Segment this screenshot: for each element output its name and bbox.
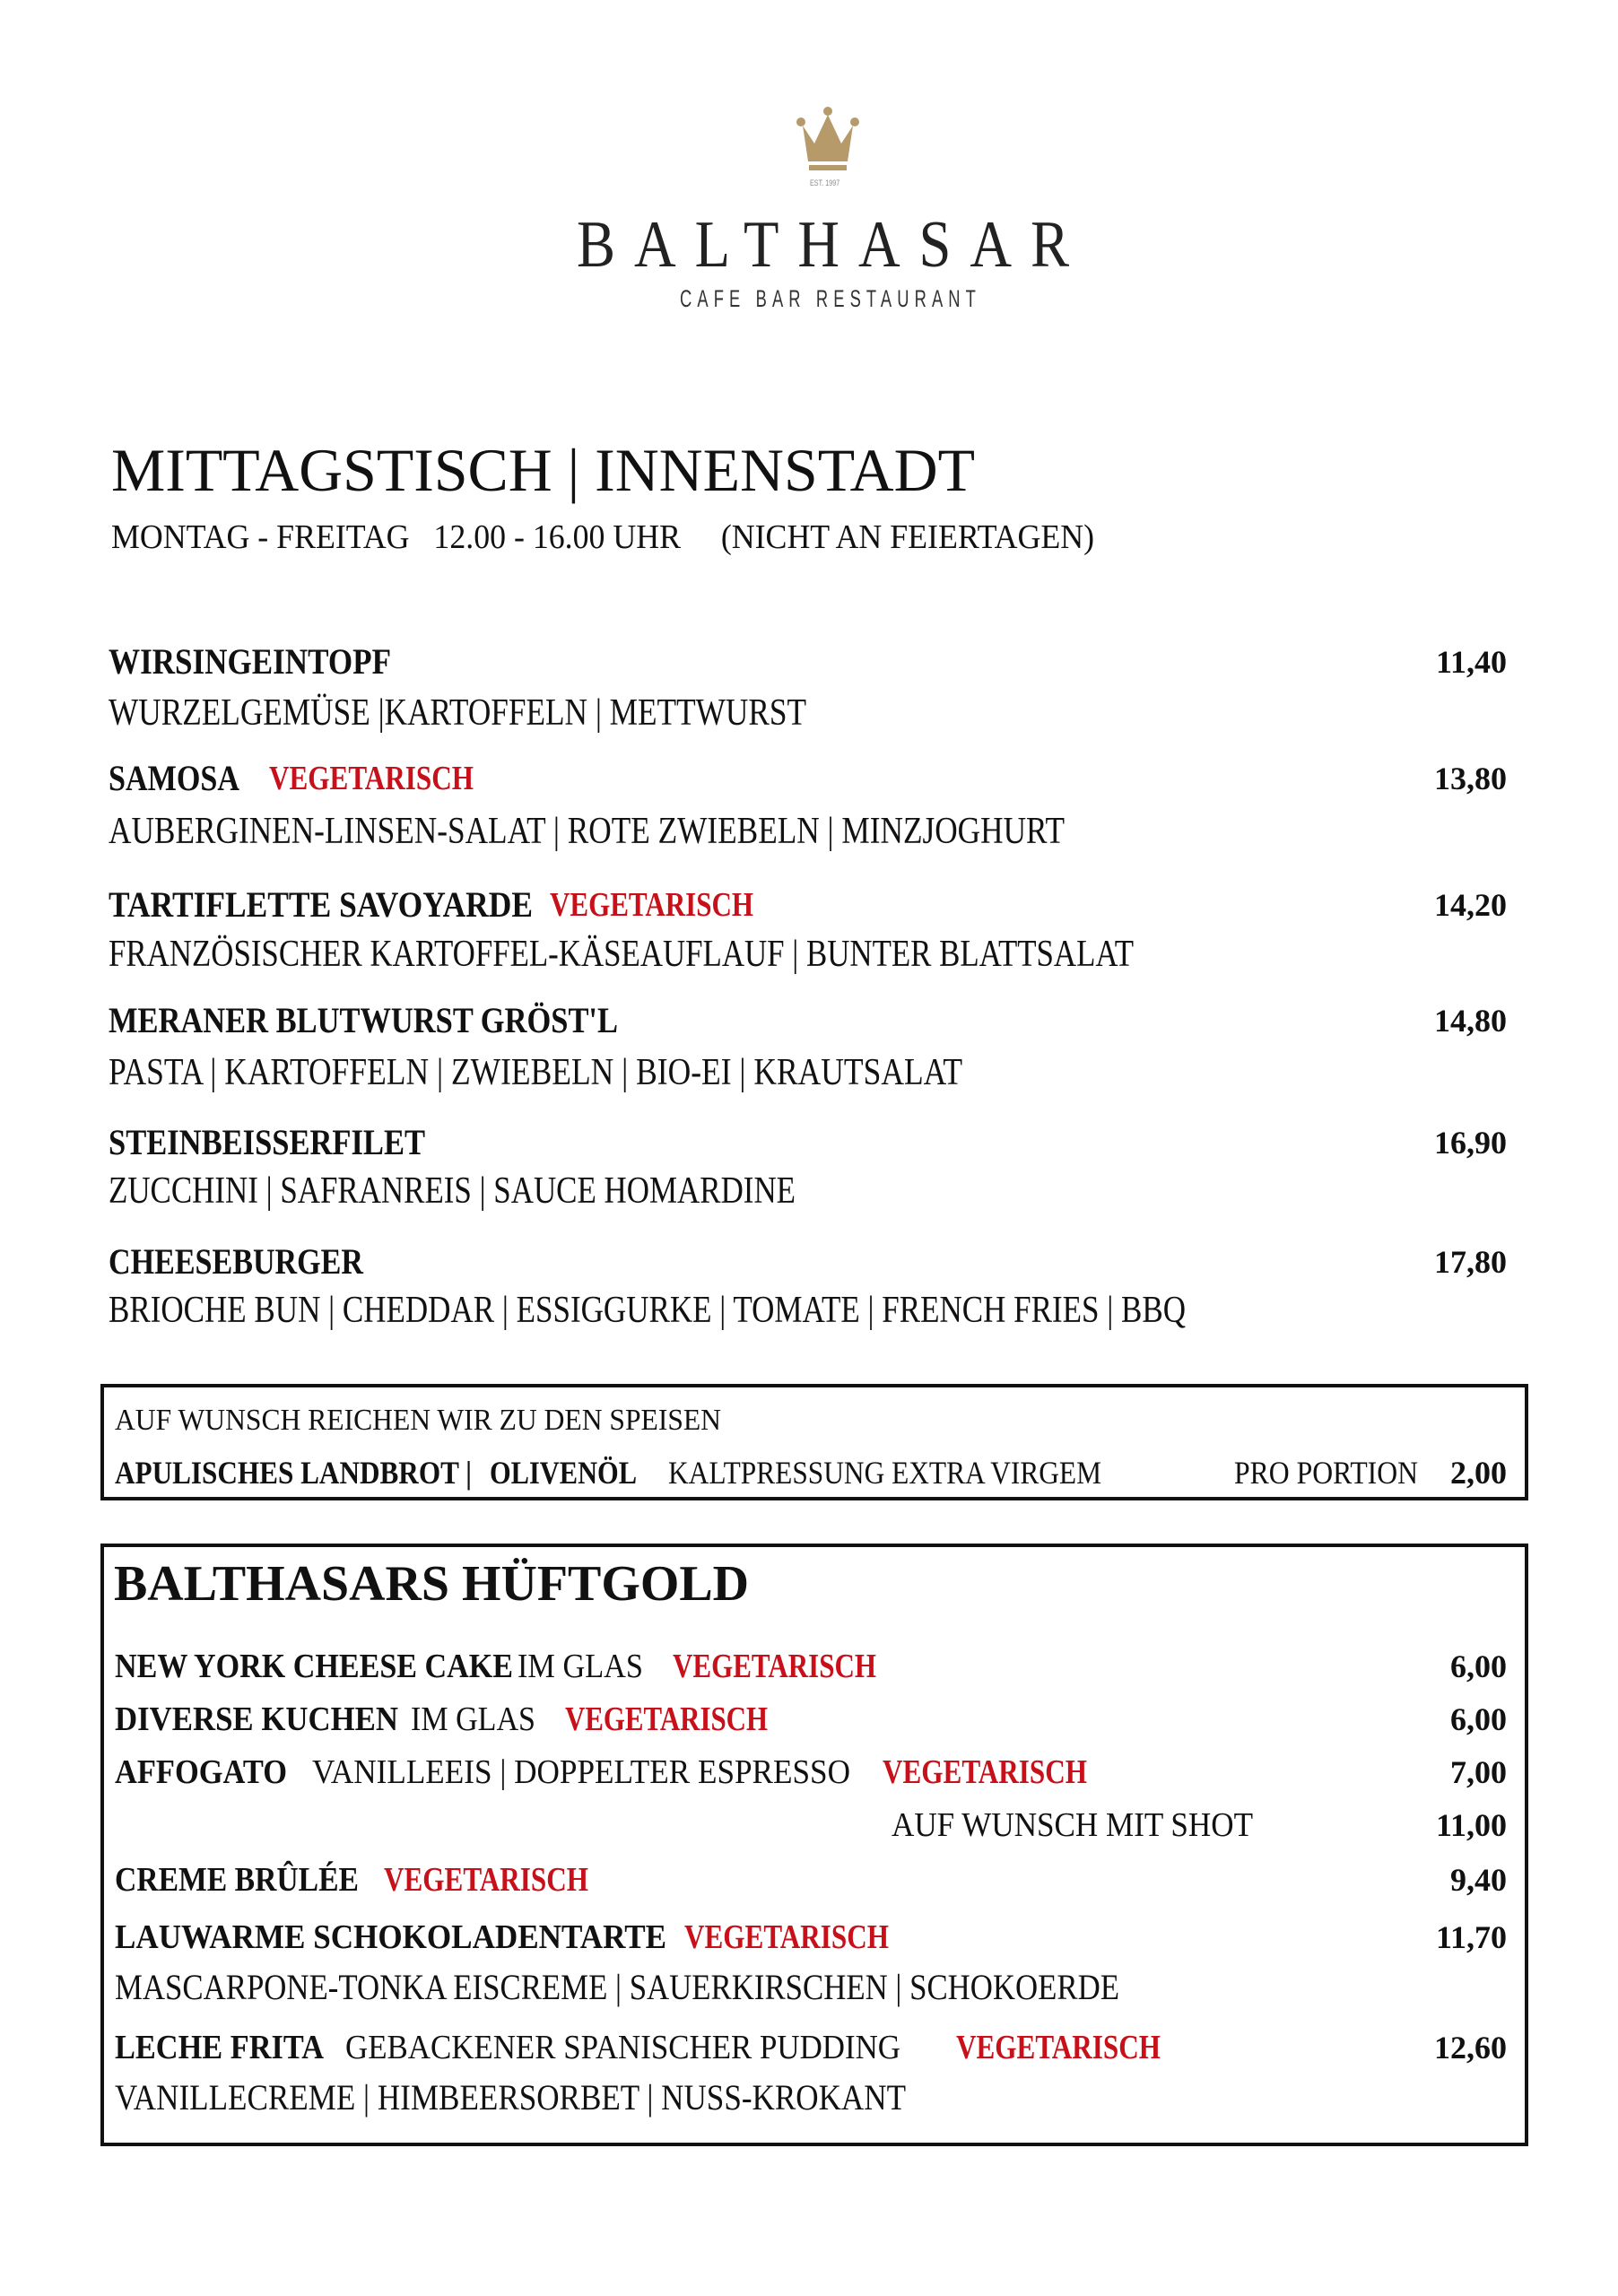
dessert-price: 11,70 [1435, 1919, 1507, 1955]
dessert-price: 7,00 [1450, 1754, 1507, 1790]
dish-price: 14,20 [1434, 887, 1507, 923]
dessert-item [0, 1910, 1618, 1964]
dish-description: FRANZÖSISCHER KARTOFFEL-KÄSEAUFLAUF | BUNTER BLATTSALAT [109, 934, 1134, 975]
oil-note: KALTPRESSUNG EXTRA VIRGEM [668, 1455, 1101, 1491]
dish-name: CHEESEBURGER [109, 1241, 363, 1282]
dish-description: BRIOCHE BUN | CHEDDAR | ESSIGGURKE | TOMATE | FRENCH FRIES | BBQ [109, 1290, 1186, 1331]
dish-name: STEINBEISSERFILET [109, 1122, 425, 1162]
vegetarian-badge: VEGETARISCH [673, 1648, 876, 1685]
dessert-detail: AUF WUNSCH MIT SHOT [892, 1806, 1253, 1844]
extras-price: 2,00 [1450, 1455, 1507, 1491]
dessert-name: LECHE FRITA [115, 2029, 324, 2066]
unit-label: PRO PORTION [1234, 1455, 1418, 1491]
dessert-name: DIVERSE KUCHEN [115, 1700, 398, 1738]
brand-tagline: CAFE BAR RESTAURANT [680, 285, 981, 312]
menu-item [0, 994, 1618, 1048]
vegetarian-badge: VEGETARISCH [269, 760, 474, 797]
dessert-item [0, 1692, 1618, 1746]
dish-name: SAMOSA [109, 758, 239, 798]
dish-name: WIRSINGEINTOPF [109, 641, 391, 682]
menu-item [0, 878, 1618, 932]
extras-line [0, 1446, 1618, 1500]
bread-label: APULISCHES LANDBROT | [115, 1455, 472, 1491]
dessert-detail: IM GLAS [411, 1700, 535, 1738]
dessert-price: 6,00 [1450, 1648, 1507, 1684]
dish-price: 13,80 [1434, 761, 1507, 796]
menu-item [0, 1116, 1618, 1170]
extras-intro: AUF WUNSCH REICHEN WIR ZU DEN SPEISEN [115, 1404, 721, 1437]
dessert-name: AFFOGATO [115, 1753, 287, 1791]
dish-price: 16,90 [1434, 1125, 1507, 1161]
vegetarian-badge: VEGETARISCH [883, 1753, 1087, 1791]
dish-price: 14,80 [1434, 1003, 1507, 1039]
dessert-description: MASCARPONE-TONKA EISCREME | SAUERKIRSCHEN | SCHOKOERDE [115, 1967, 1119, 2007]
opening-hours: MONTAG - FREITAG 12.00 - 16.00 UHR (NICHT AN FEIERTAGEN) [111, 518, 1094, 556]
dessert-price: 6,00 [1450, 1701, 1507, 1737]
crown-icon [795, 106, 861, 178]
dessert-title: BALTHASARS HÜFTGOLD [114, 1556, 749, 1612]
dessert-detail: IM GLAS [518, 1648, 643, 1685]
brand-name: BALTHASAR [577, 208, 1088, 282]
dish-name: MERANER BLUTWURST GRÖST'L [109, 1000, 618, 1040]
menu-item [0, 752, 1618, 805]
dish-price: 17,80 [1434, 1244, 1507, 1280]
vegetarian-badge: VEGETARISCH [956, 2029, 1161, 2066]
vegetarian-badge: VEGETARISCH [684, 1918, 889, 1956]
dessert-detail: VANILLEEIS | DOPPELTER ESPRESSO [312, 1753, 850, 1791]
dessert-price: 9,40 [1450, 1862, 1507, 1898]
dessert-detail: GEBACKENER SPANISCHER PUDDING [345, 2029, 900, 2066]
menu-item [0, 635, 1618, 689]
dessert-description: VANILLECREME | HIMBEERSORBET | NUSS-KROKANT [115, 2077, 906, 2118]
dish-description: ZUCCHINI | SAFRANREIS | SAUCE HOMARDINE [109, 1170, 796, 1212]
dish-price: 11,40 [1435, 644, 1507, 680]
dessert-item [0, 1745, 1618, 1799]
dessert-name: NEW YORK CHEESE CAKE [115, 1648, 513, 1685]
dish-description: PASTA | KARTOFFELN | ZWIEBELN | BIO-EI | KRAUTSALAT [109, 1052, 962, 1093]
oil-label: OLIVENÖL [490, 1455, 637, 1491]
dessert-price: 12,60 [1434, 2030, 1507, 2066]
dessert-name: CREME BRÛLÉE [115, 1861, 359, 1899]
dessert-price: 11,00 [1435, 1807, 1507, 1843]
dessert-item [0, 1798, 1618, 1852]
dessert-item [0, 1853, 1618, 1907]
dish-name: TARTIFLETTE SAVOYARDE [109, 884, 533, 925]
dessert-item [0, 1639, 1618, 1693]
vegetarian-badge: VEGETARISCH [550, 886, 753, 924]
vegetarian-badge: VEGETARISCH [565, 1700, 768, 1738]
vegetarian-badge: VEGETARISCH [384, 1861, 588, 1899]
dessert-name: LAUWARME SCHOKOLADENTARTE [115, 1918, 666, 1956]
dessert-item [0, 2021, 1618, 2074]
dish-description: AUBERGINEN-LINSEN-SALAT | ROTE ZWIEBELN | MINZJOGHURT [109, 811, 1065, 852]
page-title: MITTAGSTISCH | INNENSTADT [111, 436, 975, 504]
established-text: EST. 1997 [810, 178, 840, 187]
menu-item [0, 1235, 1618, 1289]
dish-description: WURZELGEMÜSE |KARTOFFELN | METTWURST [109, 692, 806, 734]
